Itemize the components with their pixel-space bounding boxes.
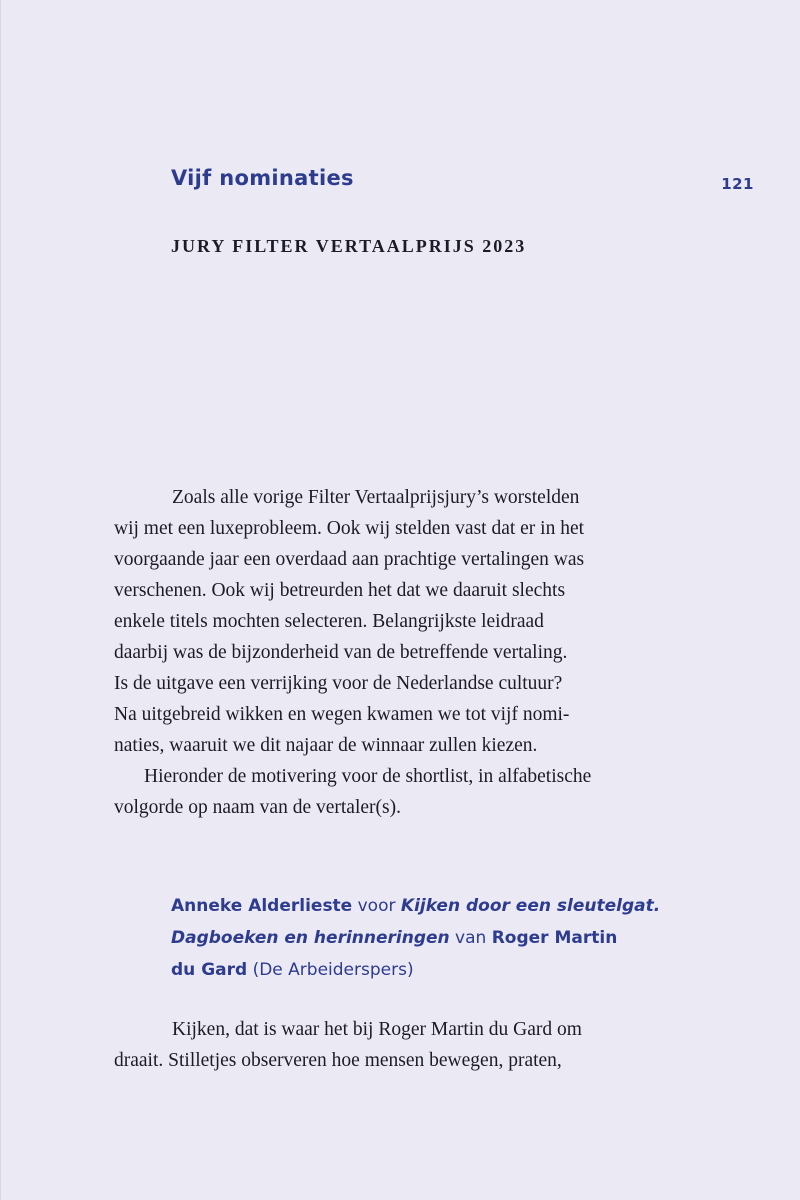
text-line: enkele titels mochten selecteren. Belangrijkste leidraad [114, 611, 544, 632]
translator-name: Anneke Alderlieste [171, 896, 353, 916]
page-number: 121 [721, 175, 754, 193]
connector-voor: voor [357, 896, 396, 916]
book-title-continued: Dagboeken en herinneringen [171, 928, 450, 948]
author-name: Roger Martin [491, 928, 618, 948]
text-line: Zoals alle vorige Filter Vertaalprijsjury’s worstelden [172, 487, 580, 508]
text-line: Is de uitgave een verrijking voor de Nederlandse cultuur? [114, 673, 563, 694]
connector-van: van [455, 928, 487, 948]
book-title: Kijken door een sleutelgat. [400, 896, 661, 916]
intro-paragraph-1 [114, 482, 674, 761]
review-paragraph [114, 1014, 674, 1076]
text-line: voorgaande jaar een overdaad aan prachtige vertalingen was [114, 549, 585, 570]
section-title: Vijf nominaties [171, 166, 354, 190]
nomination-line-2 [171, 922, 691, 954]
jury-subtitle: JURY FILTER VERTAALPRIJS 2023 [171, 236, 527, 256]
nomination-line-1 [171, 890, 691, 922]
author-name-continued: du Gard [171, 960, 248, 980]
review-text [114, 1014, 674, 1076]
text-line: wij met een luxeprobleem. Ook wij stelden vast dat er in het [114, 518, 585, 539]
text-line: draait. Stilletjes observeren hoe mensen bewegen, praten, [114, 1050, 562, 1071]
publisher-name: (De Arbeiderspers) [252, 960, 414, 980]
text-line: Hieronder de motivering voor de shortlist, in alfabetische [144, 766, 592, 787]
text-line: verschenen. Ook wij betreurden het dat we daaruit slechts [114, 580, 566, 601]
text-line: daarbij was de bijzonderheid van de betreffende vertaling. [114, 642, 568, 663]
text-line: volgorde op naam van de vertaler(s). [114, 797, 401, 818]
nomination-line-3 [171, 954, 691, 986]
intro-paragraph-2 [114, 761, 674, 823]
nomination-heading [171, 890, 691, 986]
text-line: Kijken, dat is waar het bij Roger Martin du Gard om [172, 1019, 582, 1040]
intro-text [114, 482, 674, 823]
text-line: naties, waaruit we dit najaar de winnaar zullen kiezen. [114, 735, 538, 756]
text-line: Na uitgebreid wikken en wegen kwamen we tot vijf nomi- [114, 704, 570, 725]
